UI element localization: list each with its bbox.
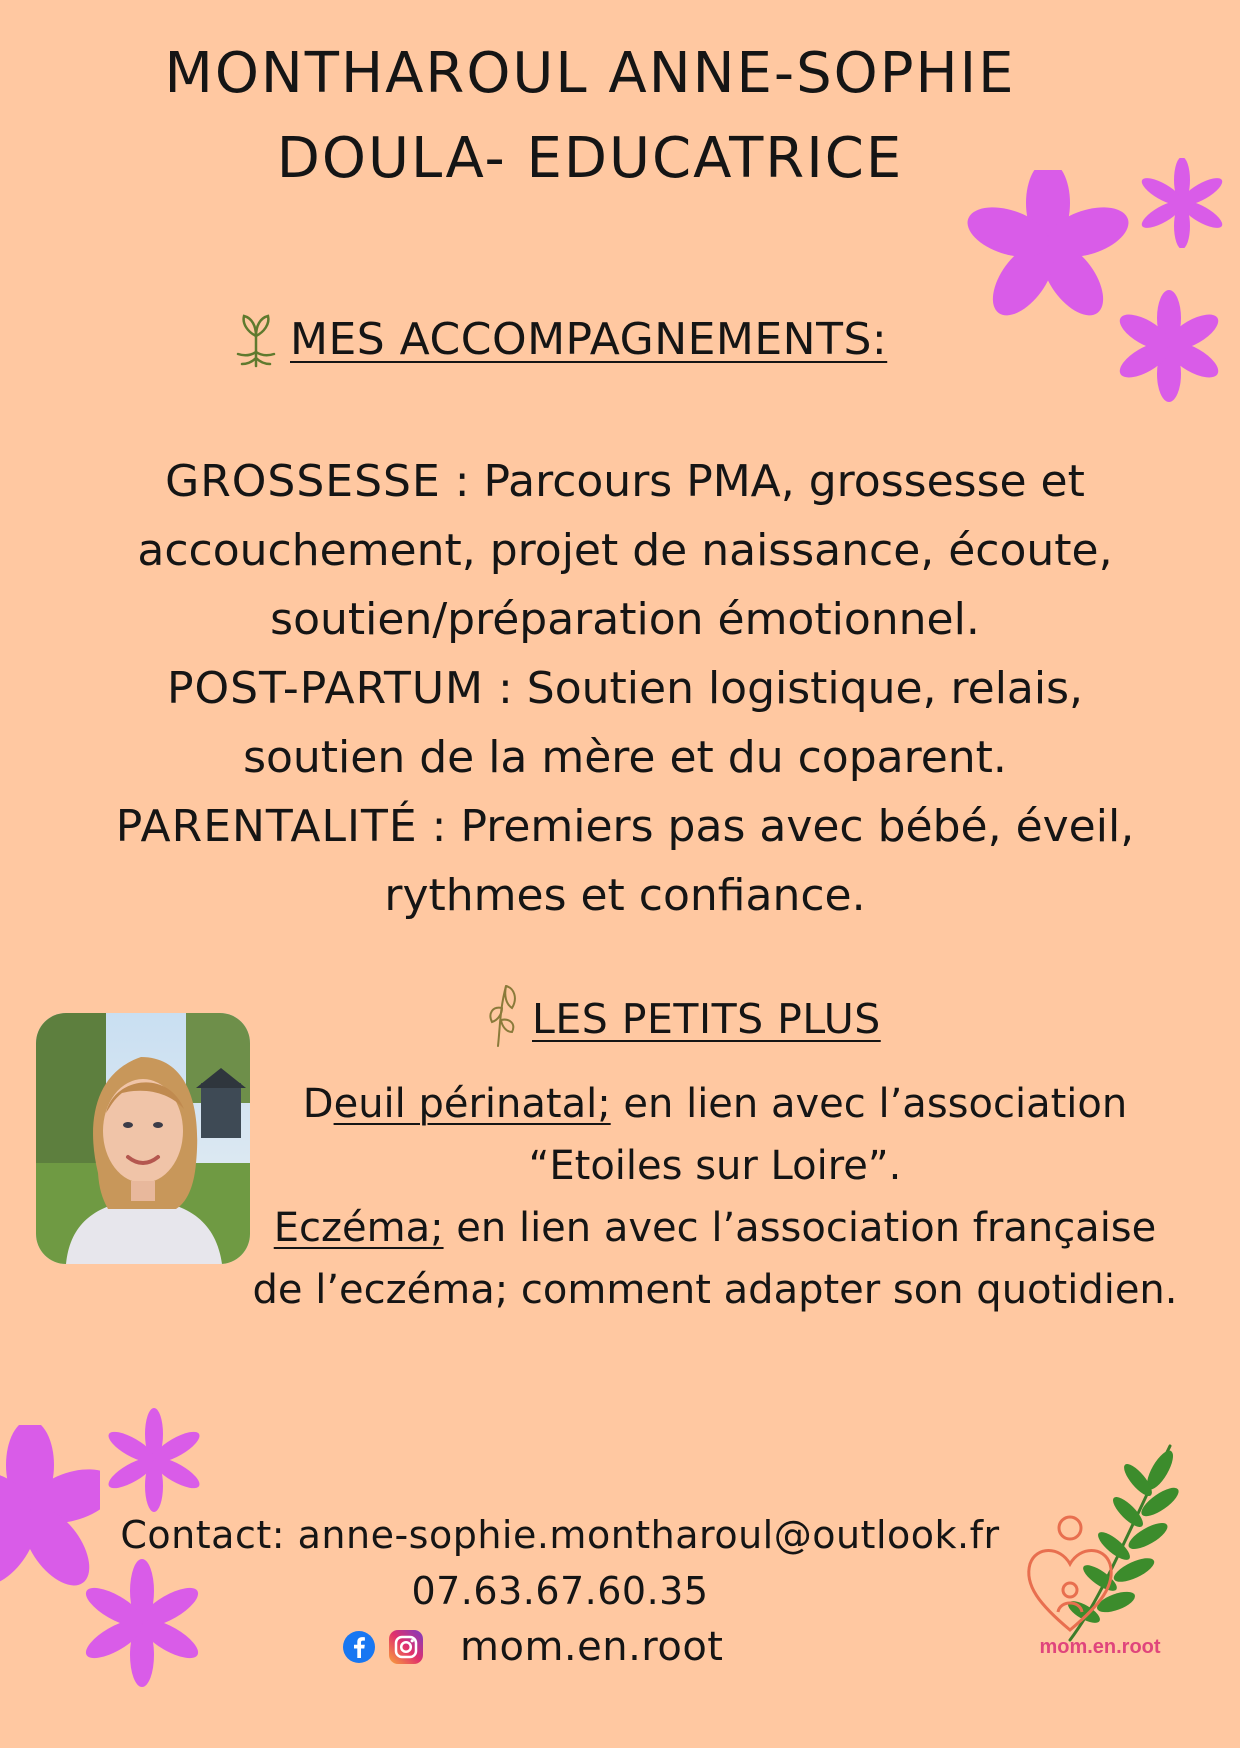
service-parentalite bbox=[90, 792, 1160, 930]
service-label: GROSSESSE bbox=[165, 456, 441, 507]
extras-heading-label: LES PETITS PLUS bbox=[532, 994, 881, 1043]
extra-eczema bbox=[250, 1197, 1180, 1321]
instagram-icon[interactable] bbox=[388, 1629, 424, 1665]
page-subtitle: DOULA- EDUCATRICE bbox=[276, 126, 904, 191]
portrait-photo bbox=[36, 1013, 250, 1264]
accompaniments-heading bbox=[232, 312, 887, 368]
leaf-branch-icon bbox=[484, 978, 524, 1048]
extra-description: en lien avec l’association “Etoiles sur Loire”. bbox=[528, 1081, 1128, 1189]
service-grossesse bbox=[90, 447, 1160, 654]
page-title: MONTHAROUL ANNE-SOPHIE bbox=[164, 41, 1016, 106]
mom-en-root-logo bbox=[1010, 1440, 1190, 1660]
service-label: POST-PARTUM bbox=[166, 663, 484, 714]
extras-heading bbox=[484, 990, 881, 1048]
social-links bbox=[342, 1625, 724, 1669]
extra-title: euil périnatal; bbox=[333, 1081, 611, 1127]
flower-icon bbox=[1132, 158, 1232, 248]
social-handle[interactable]: mom.en.root bbox=[460, 1624, 724, 1670]
extra-title: Eczéma; bbox=[273, 1205, 444, 1251]
extras-list bbox=[250, 1073, 1180, 1321]
logo-text: mom.en.root bbox=[1039, 1636, 1161, 1658]
service-label: PARENTALITÉ bbox=[115, 801, 418, 852]
accompaniments-heading-label: MES ACCOMPAGNEMENTS: bbox=[290, 314, 888, 365]
facebook-icon[interactable] bbox=[342, 1630, 376, 1664]
contact-email[interactable]: Contact: anne-sophie.montharoul@outlook.fr bbox=[120, 1513, 1000, 1557]
extra-deuil-perinatal bbox=[250, 1073, 1180, 1197]
extra-description: en lien avec l’association française de l’eczéma; comment adapter son quotidien. bbox=[252, 1205, 1178, 1313]
service-description: : Soutien logistique, relais, soutien de la mère et du coparent. bbox=[243, 663, 1084, 783]
service-description: : Parcours PMA, grossesse et accouchement, projet de naissance, écoute, soutien/préparation émotionnel. bbox=[137, 456, 1113, 645]
service-description: : Premiers pas avec bébé, éveil, rythmes et confiance. bbox=[384, 801, 1135, 921]
flower-icon bbox=[1108, 290, 1230, 402]
extra-lead: D bbox=[302, 1081, 334, 1127]
contact-phone[interactable]: 07.63.67.60.35 bbox=[411, 1569, 709, 1613]
service-post-partum bbox=[90, 654, 1160, 792]
services-list bbox=[90, 447, 1160, 930]
flower-icon bbox=[96, 1408, 212, 1512]
sprout-roots-icon bbox=[232, 312, 280, 368]
